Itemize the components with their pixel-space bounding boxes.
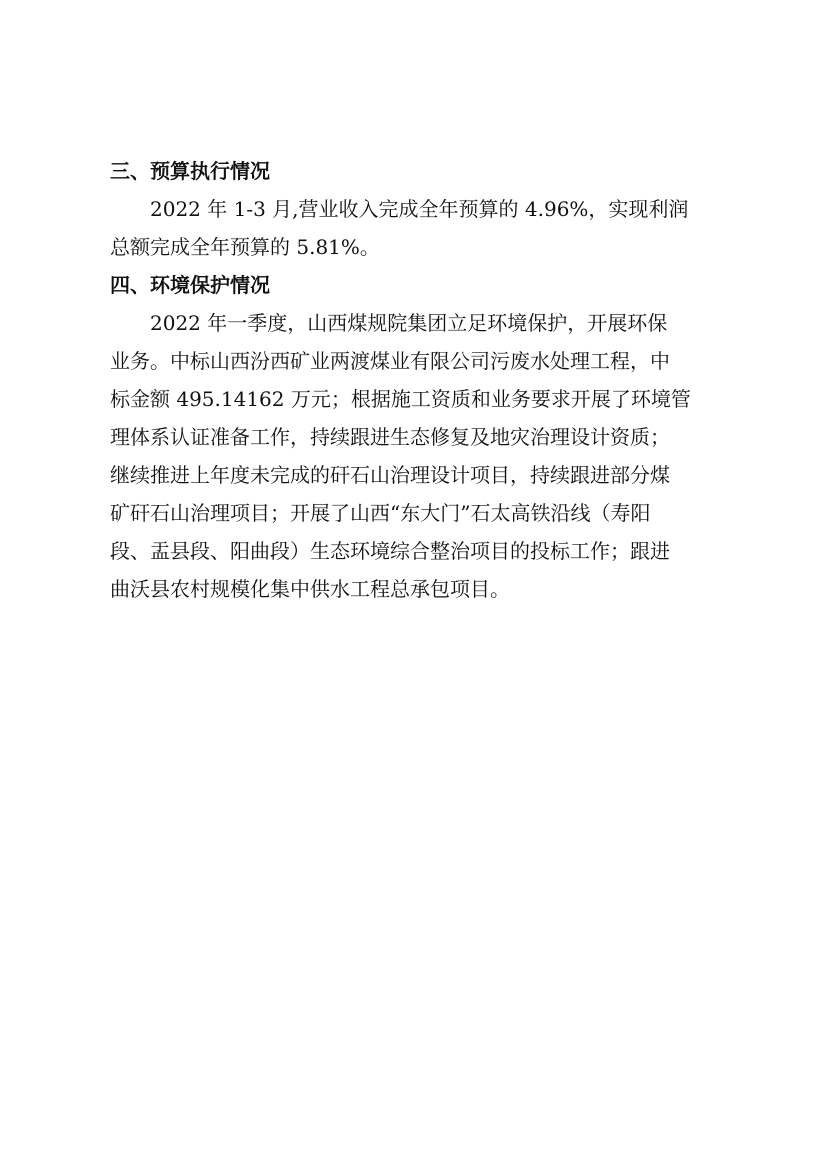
document-body xyxy=(110,152,722,608)
section-paragraph-environment xyxy=(110,304,722,608)
section-heading-environment: 四、环境保护情况 xyxy=(110,273,270,297)
paragraph-line: 理体系认证准备工作，持续跟进生态修复及地灾治理设计资质； xyxy=(110,425,670,449)
section-paragraph-budget xyxy=(110,190,722,266)
paragraph-line: 标金额 495.14162 万元；根据施工资质和业务要求开展了环境管 xyxy=(110,387,691,411)
paragraph-line: 曲沃县农村规模化集中供水工程总承包项目。 xyxy=(110,577,510,601)
paragraph-line: 总额完成全年预算的 5.81%。 xyxy=(110,235,380,259)
section-heading-budget: 三、预算执行情况 xyxy=(110,159,270,183)
paragraph-line: 继续推进上年度未完成的矸石山治理设计项目，持续跟进部分煤 xyxy=(110,463,670,487)
paragraph-line: 矿矸石山治理项目；开展了山西“东大门”石太高铁沿线（寿阳 xyxy=(110,501,651,525)
paragraph-line: 业务。中标山西汾西矿业两渡煤业有限公司污废水处理工程，中 xyxy=(110,349,670,373)
paragraph-line: 段、盂县段、阳曲段）生态环境综合整治项目的投标工作；跟进 xyxy=(110,539,670,563)
paragraph-line: 2022 年一季度，山西煤规院集团立足环境保护，开展环保 xyxy=(150,311,668,335)
paragraph-line: 2022 年 1-3 月,营业收入完成全年预算的 4.96%，实现利润 xyxy=(150,197,689,221)
